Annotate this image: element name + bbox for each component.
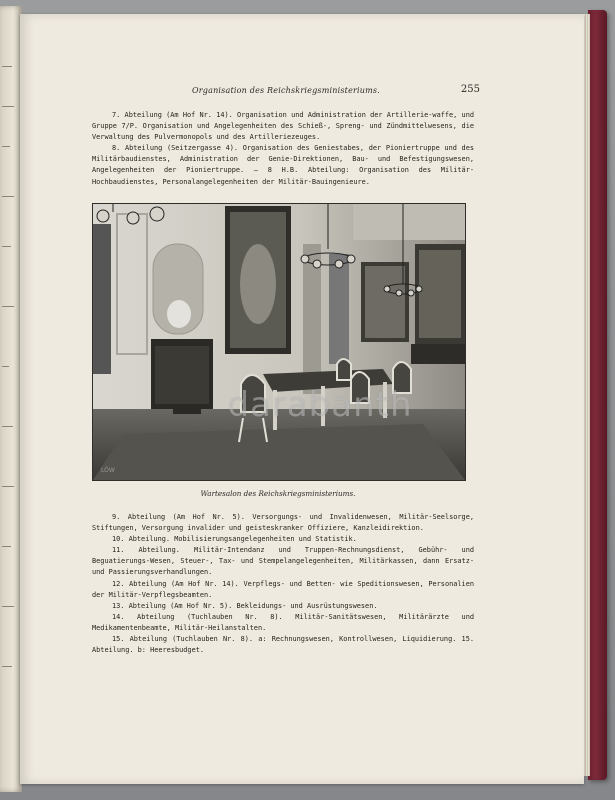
paragraph-abteilung-8: 8. Abteilung (Seitzergasse 4). Organisation des Geniestabes, der Pioniertruppe und des Militärbaudienstes, Administration der Genie-Direktionen, Bau- und Befestigungswesen, Angelegenheiten der Pioniertruppe. — 8 H.B. Abteilung: Organisation des Militär-Hochbaudienstes, Personalangelegenheiten der Militär-Bauingenieure. bbox=[92, 144, 474, 186]
paragraph-abteilung-9: 9. Abteilung (Am Hof Nr. 5). Versorgungs- und Invalidenwesen, Militär-Seelsorge, Stiftungen, Versorgung invalider und geisteskranker Offiziere, Kanzleidirektion. bbox=[92, 513, 474, 533]
book-cover-spine bbox=[588, 10, 607, 780]
left-page-edge bbox=[0, 6, 22, 792]
paragraph-abteilung-7: 7. Abteilung (Am Hof Nr. 14). Organisation und Administration der Artillerie-waffe, und Gruppe 7/P. Organisation und Angelegenheiten des Schieß-, Spreng- und Zündmittelwesens, die Verwaltung des Pulvermonopols und des Artilleriezeuges. bbox=[92, 111, 474, 142]
svg-text:LÖW: LÖW bbox=[101, 467, 115, 474]
paragraph-abteilung-12: 12. Abteilung (Am Hof Nr. 14). Verpflegs- und Betten- wie Speditionswesen, Personalien der Militär-Verpflegsbeamten. bbox=[92, 579, 474, 599]
text-block-top bbox=[92, 110, 474, 188]
paragraph-abteilung-10: 10. Abteilung. Mobilisierungsangelegenheiten und Statistik. bbox=[112, 535, 357, 544]
paragraph-abteilung-11: 11. Abteilung. Militär-Intendanz und Truppen-Rechnungsdienst, Gebühr- und Beguatierungs-Wesen, Steuer-, Tax- und Stempelangelegenheiten, Militärkassen, dann Ersatz- und Passierungsverhandlungen. bbox=[92, 546, 474, 577]
page-number: 255 bbox=[460, 84, 480, 95]
photo-caption: Wartesalon des Reichskriegsministeriums. bbox=[200, 489, 356, 498]
salon-photo-illustration bbox=[93, 204, 465, 480]
watermark: darabanth bbox=[227, 385, 413, 425]
photograph-waiting-salon bbox=[92, 203, 466, 481]
text-block-bottom bbox=[92, 512, 474, 656]
running-head: Organisation des Reichskriegsministeriums. bbox=[192, 86, 380, 95]
paragraph-abteilung-14: 14. Abteilung (Tuchlauben Nr. 8). Militär-Sanitätswesen, Militärärzte und Medikamentenbeamte, Militär-Heilanstalten. bbox=[92, 612, 474, 632]
left-page-text-fragments bbox=[2, 46, 18, 746]
paragraph-abteilung-13: 13. Abteilung (Am Hof Nr. 5). Bekleidungs- und Ausrüstungswesen. bbox=[112, 601, 378, 610]
paragraph-abteilung-15: 15. Abteilung (Tuchlauben Nr. 8). a: Rechnungswesen, Kontrollwesen, Liquidierung. 15. Abteilung. b: Heeresbudget. bbox=[92, 635, 474, 655]
